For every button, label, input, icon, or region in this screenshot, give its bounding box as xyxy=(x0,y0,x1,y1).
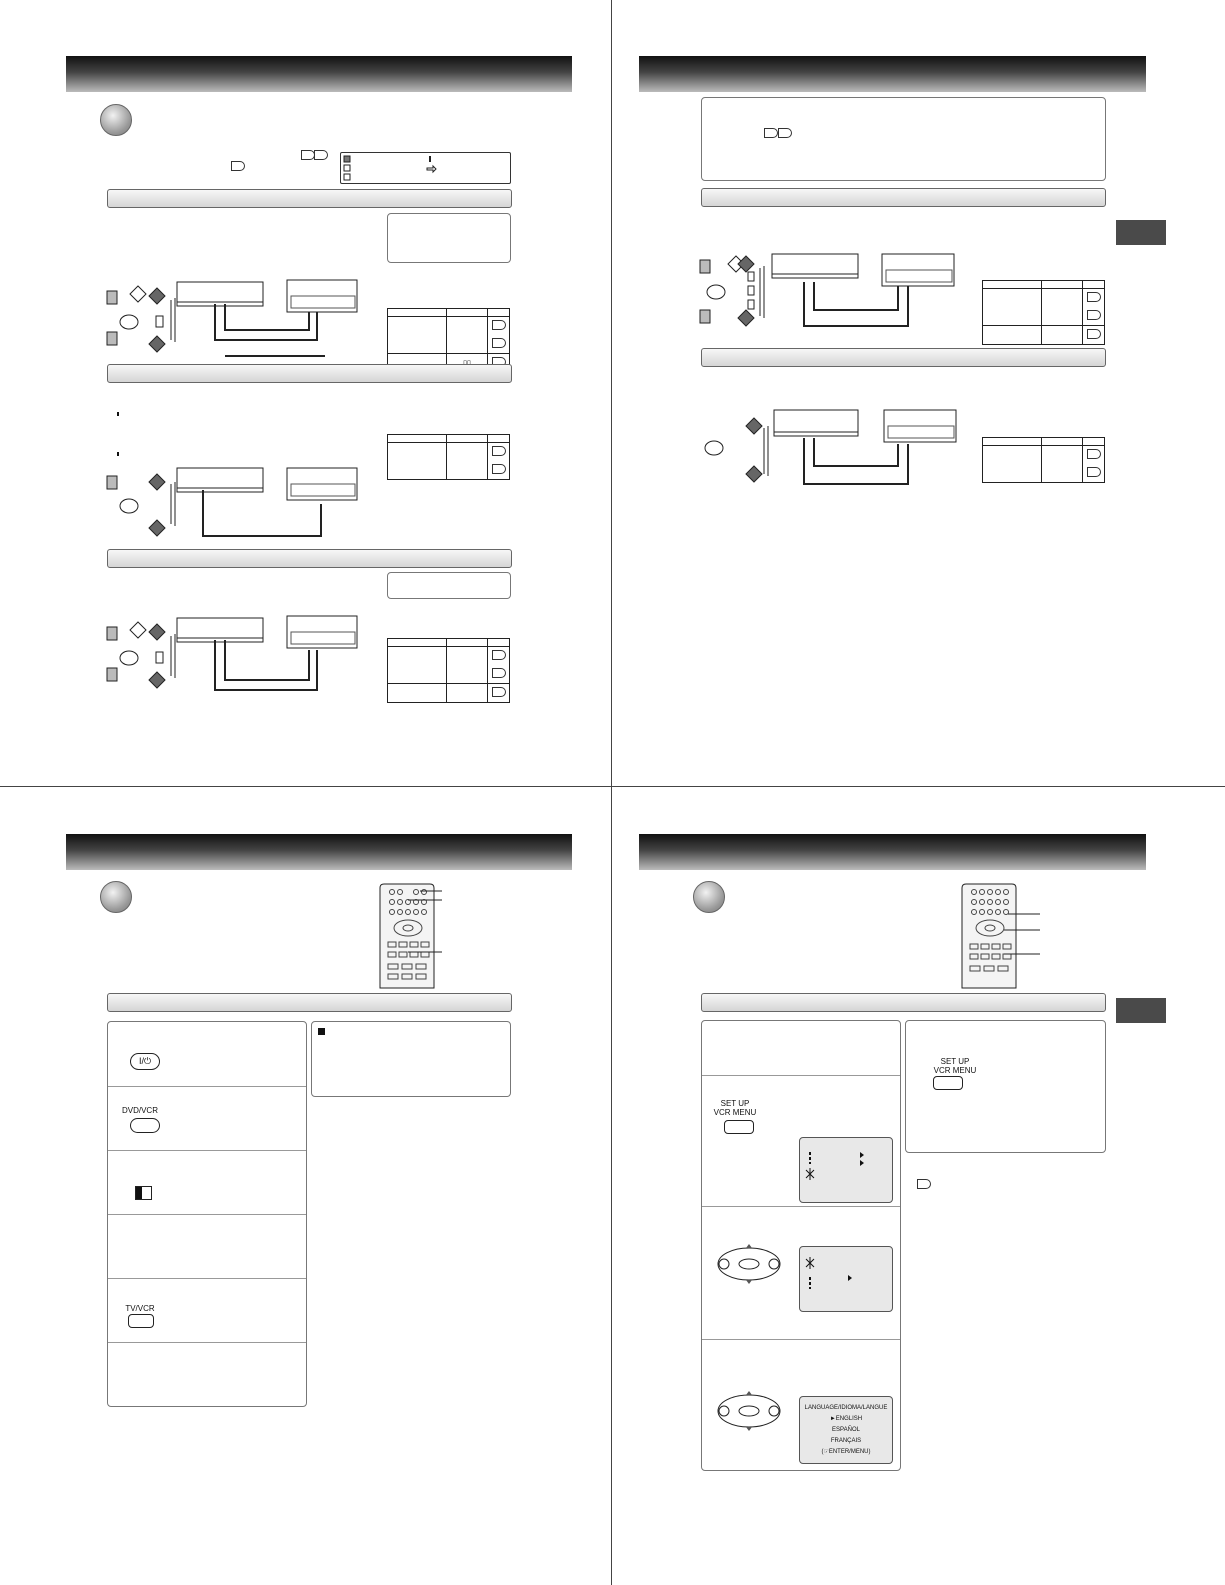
language-option-francais[interactable]: FRANÇAIS xyxy=(830,1438,862,1444)
page1-table-3 xyxy=(387,638,510,703)
bullet-mark xyxy=(117,452,119,456)
page-ref-icon xyxy=(231,161,245,171)
page-ref-icon xyxy=(301,150,315,160)
setup-label-line-1: SET UP xyxy=(720,1099,750,1108)
page-ref-icon xyxy=(1087,467,1101,477)
page4-header-bar xyxy=(639,834,1146,870)
page-ref-icon xyxy=(917,1179,931,1189)
page3-note-box xyxy=(311,1021,511,1097)
page3-steps-box xyxy=(107,1021,307,1407)
page2-section2-bar xyxy=(701,348,1106,367)
page-ref-icon xyxy=(492,687,506,697)
language-menu-screen xyxy=(799,1396,893,1464)
connection-diagram-2 xyxy=(105,464,365,544)
page-ref-icon xyxy=(764,128,778,138)
language-menu-footer: (☞ENTER/MENU) xyxy=(821,1449,871,1455)
legend-symbols xyxy=(341,153,510,183)
page4-section1-bar xyxy=(701,993,1106,1012)
setup-vcr-menu-button-2[interactable] xyxy=(933,1076,963,1090)
page-ref-icon xyxy=(1087,329,1101,339)
page1-table-2 xyxy=(387,434,510,480)
legend-box xyxy=(340,152,511,184)
step-2 xyxy=(108,1086,306,1151)
page2-side-tab xyxy=(1116,220,1166,245)
page1-section-bullet-icon xyxy=(100,104,132,136)
page-ref-icon xyxy=(778,128,792,138)
page-ref-icon xyxy=(314,150,328,160)
page1-section1-bar xyxy=(107,189,512,208)
page-ref-icon xyxy=(1087,292,1101,302)
page3-header-bar xyxy=(66,834,572,870)
note-square-icon xyxy=(318,1028,325,1035)
bullet-mark xyxy=(117,412,119,416)
step-3 xyxy=(108,1150,306,1215)
page2-table-2 xyxy=(982,437,1105,483)
page4-section-bullet-icon xyxy=(693,881,725,913)
connection-diagram-3 xyxy=(105,612,365,702)
dvd-vcr-label: DVD/VCR xyxy=(121,1106,158,1115)
power-button[interactable] xyxy=(130,1053,160,1070)
setup-step-1 xyxy=(702,1021,900,1076)
tv-vcr-button[interactable] xyxy=(128,1314,154,1328)
page4-steps-box xyxy=(701,1020,901,1471)
remote-control-image-2 xyxy=(960,882,1050,997)
osd-screen-2 xyxy=(799,1246,893,1312)
power-icon: I/⏻ xyxy=(138,1056,152,1066)
navigation-pad-icon[interactable] xyxy=(716,1388,782,1439)
page-ref-icon xyxy=(492,338,506,348)
page3-section-bullet-icon xyxy=(100,881,132,913)
setup-label-line-1: SET UP xyxy=(940,1057,970,1066)
page2-table-1 xyxy=(982,280,1105,345)
step-5 xyxy=(108,1278,306,1343)
setup-vcr-menu-button[interactable] xyxy=(724,1120,754,1134)
page1-note-box xyxy=(387,213,511,263)
page4-side-tab xyxy=(1116,998,1166,1023)
page-ref-icon xyxy=(492,668,506,678)
page2-section1-bar xyxy=(701,188,1106,207)
page-divider-horizontal xyxy=(0,786,1225,787)
step-4 xyxy=(108,1214,306,1279)
connection-diagram-1 xyxy=(105,276,365,366)
step-1 xyxy=(108,1022,306,1087)
page-ref-icon xyxy=(492,464,506,474)
page-ref-icon xyxy=(492,446,506,456)
connection-diagram-4 xyxy=(698,250,960,340)
navigation-pad-icon[interactable] xyxy=(716,1241,782,1292)
language-option-espanol[interactable]: ESPAÑOL xyxy=(832,1427,860,1433)
page1-section3-bar xyxy=(107,549,512,568)
remote-control-image-1 xyxy=(378,882,448,997)
page2-header-bar xyxy=(639,56,1146,92)
setup-vcr-menu-label-2 xyxy=(928,1057,982,1075)
language-option-english[interactable]: ►ENGLISH xyxy=(829,1416,863,1422)
tv-input-button-icon[interactable] xyxy=(135,1186,152,1200)
page3-section1-bar xyxy=(107,993,512,1012)
page1-note-box-2 xyxy=(387,572,511,599)
page-divider-vertical xyxy=(611,0,612,1585)
page1-header-bar xyxy=(66,56,572,92)
page-ref-icon xyxy=(492,650,506,660)
setup-label-line-2: VCR MENU xyxy=(933,1066,977,1075)
page2-note-box xyxy=(701,97,1106,181)
setup-label-line-2: VCR MENU xyxy=(713,1108,757,1117)
page-ref-icon xyxy=(1087,310,1101,320)
setup-step-2 xyxy=(702,1075,900,1207)
connection-diagram-5 xyxy=(698,406,960,492)
page1-section2-bar xyxy=(107,364,512,383)
setup-step-3 xyxy=(702,1206,900,1340)
setup-step-4 xyxy=(702,1339,900,1470)
setup-vcr-menu-label xyxy=(708,1099,762,1117)
page4-note-box xyxy=(905,1020,1106,1153)
tv-vcr-label: TV/VCR xyxy=(125,1304,155,1313)
page-ref-icon xyxy=(1087,449,1101,459)
language-menu-title: LANGUAGE/IDIOMA/LANGUE xyxy=(804,1405,888,1411)
osd-screen-1 xyxy=(799,1137,893,1203)
dvd-vcr-button[interactable] xyxy=(130,1118,160,1133)
page-ref-icon xyxy=(492,320,506,330)
